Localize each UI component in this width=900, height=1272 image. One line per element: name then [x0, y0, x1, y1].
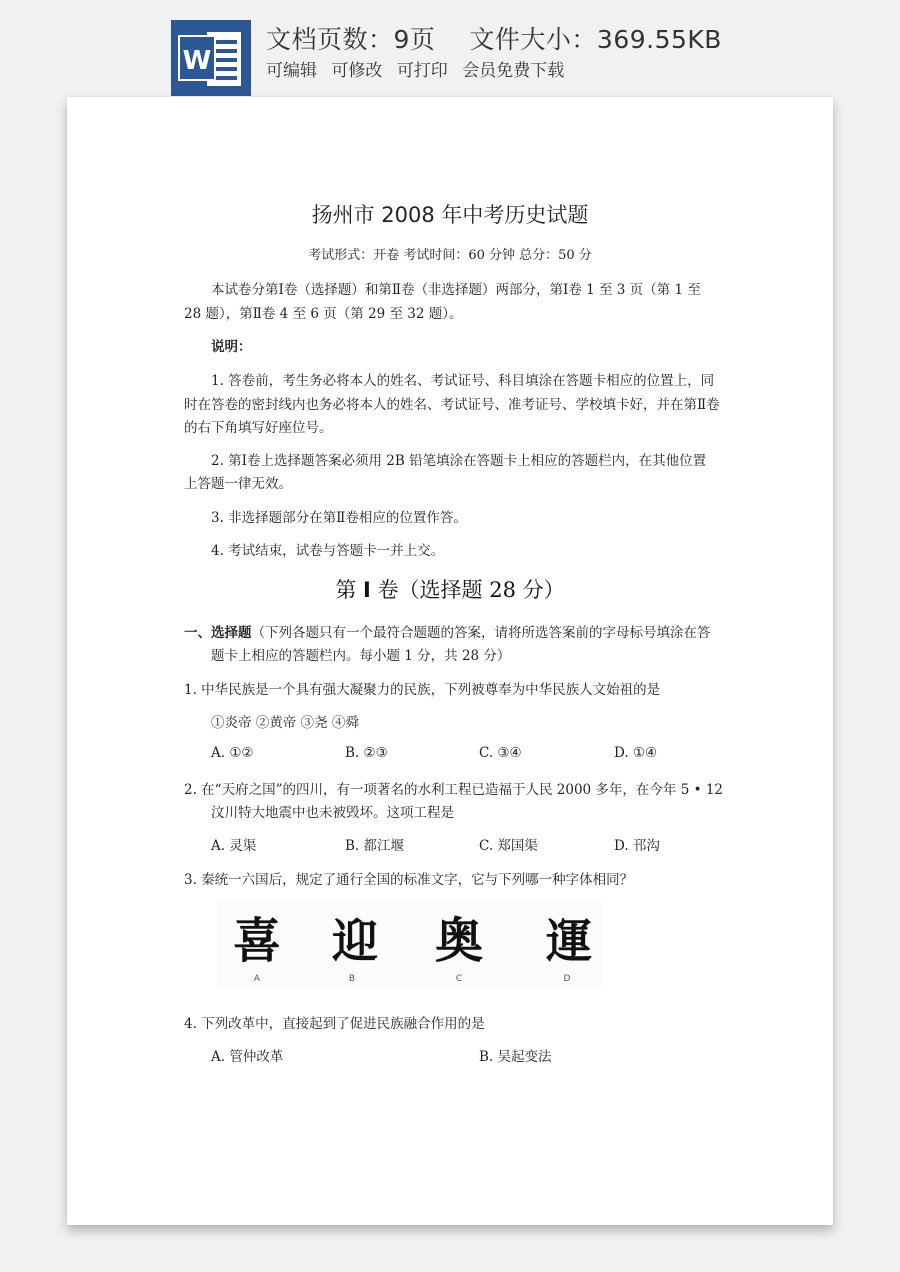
q1-items: ①炎帝 ②黄帝 ③尧 ④舜 [211, 715, 359, 731]
q1-option-d: D. ①④ [614, 745, 658, 761]
feature-printable: 可打印 [396, 61, 448, 81]
word-document-icon [171, 20, 251, 96]
document-page [67, 97, 833, 1225]
seal-letter-c: C [455, 974, 463, 984]
document-info-banner [0, 0, 900, 96]
q2-stem-line-1: 2. 在“天府之国”的四川，有一项著名的水利工程已造福于人民 2000 多年，在今年 5 • 12 [184, 782, 724, 798]
q2-stem-line-2: 汶川特大地震中也未被毁坏。这项工程是 [211, 805, 454, 821]
q2-option-c: C. 郑国渠 [479, 838, 538, 854]
note-1-line-1: 1. 答卷前，考生务必将本人的姓名、考试证号、科目填涂在答题卡相应的位置上，同 [211, 373, 715, 389]
svg-text:喜: 喜 [232, 913, 282, 969]
intro-line-2: 28 题），第Ⅱ卷 4 至 6 页（第 29 至 32 题）。 [184, 306, 463, 322]
seal-letter-b: B [348, 974, 356, 984]
part1-intro [184, 621, 711, 641]
note-1-line-2: 时在答卷的密封线内也务必将本人的姓名、考试证号、准考证号、学校填卡好，并在第Ⅱ卷 [184, 397, 720, 413]
intro-line-1: 本试卷分第Ⅰ卷（选择题）和第Ⅱ卷（非选择题）两部分，第Ⅰ卷 1 至 3 页（第 1 至 [211, 282, 701, 298]
part1-instruction-2: 题卡上相应的答题栏内。每小题 1 分，共 28 分） [211, 648, 511, 664]
q2-option-b: B. 都江堰 [345, 838, 405, 854]
svg-text:運: 運 [546, 914, 592, 968]
part1-heading: 一、选择题 [184, 625, 252, 641]
page-count: 文档页数：9页 [266, 25, 436, 54]
q4-option-a: A. 管仲改革 [211, 1049, 284, 1065]
seal-glyph-b [325, 902, 385, 972]
seal-letter-a: A [253, 974, 261, 984]
q4-stem: 4. 下列改革中，直接起到了促进民族融合作用的是 [184, 1016, 485, 1032]
q1-option-b: B. ②③ [345, 745, 388, 761]
note-2-line-1: 2. 第Ⅰ卷上选择题答案必须用 2B 铅笔填涂在答题卡上相应的答题栏内，在其他位置 [211, 453, 707, 469]
section-prefix: 第 [335, 578, 357, 602]
section-heading [67, 574, 833, 604]
calligraphy-options-image [217, 902, 602, 988]
feature-member-download: 会员免费下载 [462, 61, 565, 81]
q2-option-d: D. 邗沟 [614, 838, 660, 854]
seal-glyph-a [227, 902, 287, 972]
part1-instruction-1: （下列各题只有一个最符合题题的答案，请将所选答案前的字母标号填涂在答 [251, 625, 711, 641]
q1-option-c: C. ③④ [479, 745, 522, 761]
logo-letter: W [182, 46, 212, 76]
notes-heading: 说明： [211, 339, 252, 355]
note-1-line-3: 的右下角填写好座位号。 [184, 420, 333, 436]
feature-list [266, 56, 573, 81]
note-3: 3. 非选择题部分在第Ⅱ卷相应的位置作答。 [211, 510, 467, 526]
svg-text:奥: 奥 [434, 913, 484, 969]
page-title: 扬州市 2008 年中考历史试题 [311, 203, 589, 227]
file-size: 文件大小：369.55KB [469, 25, 722, 54]
q2-option-a: A. 灵渠 [211, 838, 257, 854]
note-4: 4. 考试结束，试卷与答题卡一并上交。 [211, 543, 445, 559]
section-rest: 卷（选择题 28 分） [377, 578, 565, 602]
q3-stem: 3. 秦统一六国后，规定了通行全国的标准文字，它与下列哪一种字体相同？ [184, 872, 634, 888]
note-2-line-2: 上答题一律无效。 [184, 476, 292, 492]
svg-text:迎: 迎 [332, 914, 378, 968]
seal-letter-d: D [563, 974, 571, 984]
q4-option-b: B. 吴起变法 [479, 1049, 552, 1065]
file-stats [266, 20, 722, 56]
feature-editable: 可编辑 [266, 61, 317, 81]
exam-meta: 考试形式：开卷 考试时间：60 分钟 总分：50 分 [308, 248, 592, 263]
q1-stem: 1. 中华民族是一个具有强大凝聚力的民族，下列被尊奉为中华民族人文始祖的是 [184, 682, 661, 698]
q1-option-a: A. ①② [211, 745, 254, 761]
feature-modifiable: 可修改 [331, 61, 383, 81]
section-numeral: Ⅰ [363, 578, 371, 602]
seal-glyph-d [539, 902, 599, 972]
seal-glyph-c [429, 902, 489, 972]
